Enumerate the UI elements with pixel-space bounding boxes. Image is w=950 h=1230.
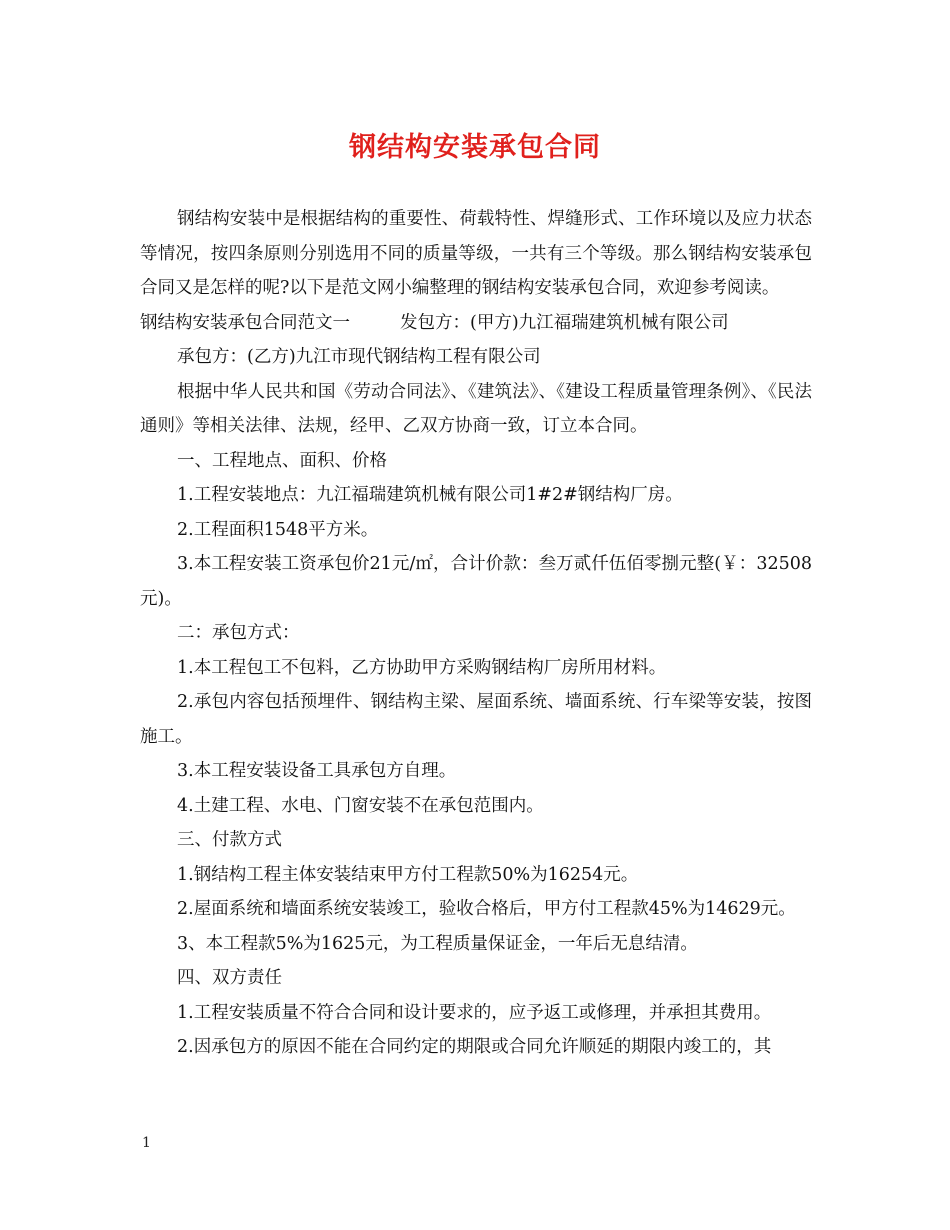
section-heading-location: 一、工程地点、面积、价格: [177, 450, 387, 471]
clause-4-1: 1.工程安装质量不符合合同和设计要求的，应予返工或修理，并承担其费用。: [177, 1002, 772, 1023]
basis-paragraph: 根据中华人民共和国《劳动合同法》、《建筑法》、《建设工程质量管理条例》、《民法通则》等相关法律、法规，经甲、乙双方协商一致，订立本合同。: [140, 381, 812, 436]
clause-1-3: 3.本工程安装工资承包价21元/㎡，合计价款：叁万贰仟伍佰零捌元整(￥：32508元)。: [140, 554, 812, 609]
clause-3-1: 1.钢结构工程主体安装结束甲方付工程款50%为16254元。: [177, 864, 639, 885]
document-body: [140, 202, 812, 1065]
clause-1-2: 2.工程面积1548平方米。: [177, 519, 379, 540]
clause-2-1: 1.本工程包工不包料，乙方协助甲方采购钢结构厂房所用材料。: [177, 657, 667, 678]
sample-heading: 钢结构安装承包合同范文一: [140, 312, 350, 333]
page-number: 1: [142, 1135, 151, 1151]
section-heading-responsibilities: 四、双方责任: [177, 968, 282, 988]
clause-2-2: 2.承包内容包括预埋件、钢结构主梁、屋面系统、墙面系统、行车梁等安装，按图施工。: [140, 692, 812, 747]
intro-paragraph: 钢结构安装中是根据结构的重要性、荷载特性、焊缝形式、工作环境以及应力状态等情况，按四条原则分别选用不同的质量等级，一共有三个等级。那么钢结构安装承包合同又是怎样的呢?以下是范文网小编整理的钢结构安装承包合同，欢迎参考阅读。: [140, 209, 812, 298]
clause-1-1: 1.工程安装地点：九江福瑞建筑机械有限公司1#2#钢结构厂房。: [177, 485, 683, 505]
party-line: [140, 306, 812, 341]
clause-2-3: 3.本工程安装设备工具承包方自理。: [177, 761, 457, 781]
party-a: 发包方：(甲方)九江福瑞建筑机械有限公司: [400, 312, 729, 333]
section-heading-payment: 三、付款方式: [177, 830, 282, 850]
document-title: 钢结构安装承包合同: [349, 132, 601, 163]
clause-3-2: 2.屋面系统和墙面系统安装竣工，验收合格后，甲方付工程款45%为14629元。: [177, 899, 796, 919]
clause-2-4: 4.土建工程、水电、门窗安装不在承包范围内。: [177, 795, 544, 816]
clause-3-3: 3、本工程款5%为1625元，为工程质量保证金，一年后无息结清。: [177, 933, 698, 954]
party-b: 承包方：(乙方)九江市现代钢结构工程有限公司: [177, 347, 541, 367]
section-heading-contract-mode: 二：承包方式：: [177, 623, 300, 643]
clause-4-2: 2.因承包方的原因不能在合同约定的期限或合同允许顺延的期限内竣工的，其: [177, 1037, 772, 1057]
